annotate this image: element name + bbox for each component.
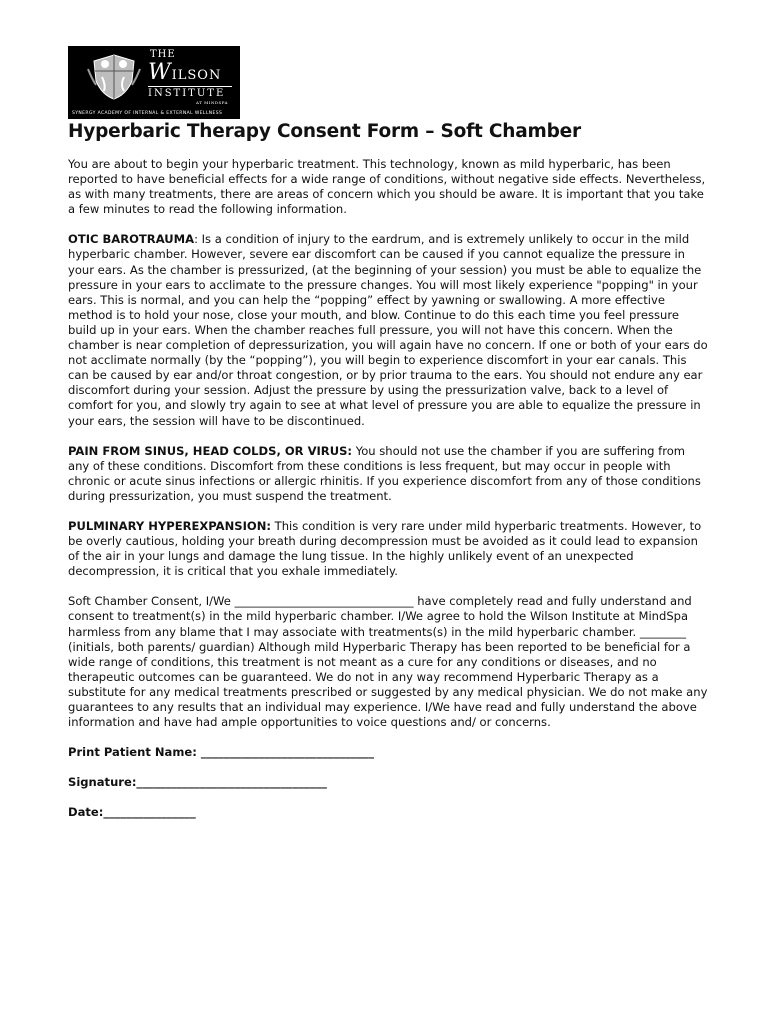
form-body	[68, 157, 708, 835]
wilson-institute-logo	[68, 46, 240, 119]
section-text: Is a condition of injury to the eardrum, and is extremely unlikely to occur in the mild hyperbaric chamber. However, severe ear discomfort can be caused if you cannot equalize the pressure in your ears. As the chamber is pressurized, (at the beginning of your session) you must be able to equalize the pressure in your ears to acclimate to the pressure changes. You will most likely experience "popping" in your ears. This is normal, and you can help the “popping” effect by yawning or swallowing. A more effective method is to hold your nose, close your mouth, and blow. Continue to do this each time you feel pressure build up in your ears. When the chamber reaches full pressure, you will not have this concern. When the chamber is near completion of depressurization, you will again have no concern. If one or both of your ears do not acclimate normally (by the “popping”), you will begin to experience discomfort in your ear canals. This can be caused by ear and/or throat congestion, or by prior trauma to the ears. You should not endure any ear discomfort during your session. Adjust the pressure by using the pressurization valve, back to a level of comfort for you, and slowly try again to see at what level of pressure you are able to equalize the pressure in your ears, the session will have to be discontinued.	[68, 232, 708, 428]
logo-at-mindspa: AT MINDSPA	[196, 100, 228, 105]
date-field[interactable]: Date:________________	[68, 805, 196, 820]
section-label: PULMINARY HYPEREXPANSION:	[68, 518, 271, 533]
logo-the: THE	[150, 49, 176, 60]
section-otic-barotrauma	[68, 232, 708, 428]
crest-icon	[86, 51, 142, 103]
section-separator: :	[194, 232, 202, 247]
patient-name-field[interactable]: Print Patient Name: ______________________________	[68, 745, 375, 760]
logo-wordmark	[148, 50, 238, 105]
consent-paragraph: Soft Chamber Consent, I/We _______________________________ have completely read and fully understand and consent to treatment(s) in the mild hyperbaric chamber. I/We agree to hold the Wilson Institute at MindSpa harmless from any blame that I may associate with treatments(s) in the mild hyperbaric chamber. ________ (initials, both parents/ guardian) Although mild Hyperbaric Therapy has been reported to be beneficial for a wide range of conditions, this treatment is not meant as a cure for any conditions or diseases, and no therapeutic outcomes can be guaranteed. We do not in any way recommend Hyperbaric Therapy as a substitute for any medical treatments prescribed or suggested by any medical physician. We do not make any guarantees to any results that an individual may experience. I/We have read and fully understand the above information and have had ample opportunities to voice questions and/ or concerns.	[68, 594, 708, 730]
page-title: Hyperbaric Therapy Consent Form – Soft Chamber	[68, 121, 581, 142]
section-sinus	[68, 444, 708, 504]
signature-field[interactable]: Signature:_________________________________	[68, 775, 327, 790]
logo-wilson-initial: W	[148, 60, 172, 85]
section-text: This condition is very rare under mild hyperbaric treatments. However, to be overly cautious, holding your breath during decompression must be avoided as it could lead to expansion of the air in your lungs and damage the lung tissue. In the highly unlikely event of an unexpected decompression, it is critical that you exhale immediately.	[68, 518, 702, 579]
logo-institute: INSTITUTE	[148, 88, 226, 99]
section-label: OTIC BAROTRAUMA	[68, 232, 195, 247]
logo-tagline: SYNERGY ACADEMY OF INTERNAL & EXTERNAL WELLNESS	[72, 111, 223, 116]
section-pulminary	[68, 519, 708, 579]
section-text: You should not use the chamber if you are suffering from any of these conditions. Discomfort from these conditions is less frequent, but may occur in people with chronic or acute sinus infections or allergic rhinitis. If you experience discomfort from any of those conditions during pressurization, you must suspend the treatment.	[68, 443, 701, 503]
logo-rule	[148, 86, 232, 87]
logo-wilson	[148, 62, 238, 84]
intro-paragraph: You are about to begin your hyperbaric treatment. This technology, known as mild hyperbaric, has been reported to have beneficial effects for a wide range of conditions, without negative side effects. Nevertheless, as with many treatments, there are areas of concern which you should be aware. It is important that you take a few minutes to read the following information.	[68, 157, 706, 217]
section-label: PAIN FROM SINUS, HEAD COLDS, OR VIRUS:	[68, 443, 353, 458]
logo-wilson-rest: ILSON	[171, 68, 222, 83]
